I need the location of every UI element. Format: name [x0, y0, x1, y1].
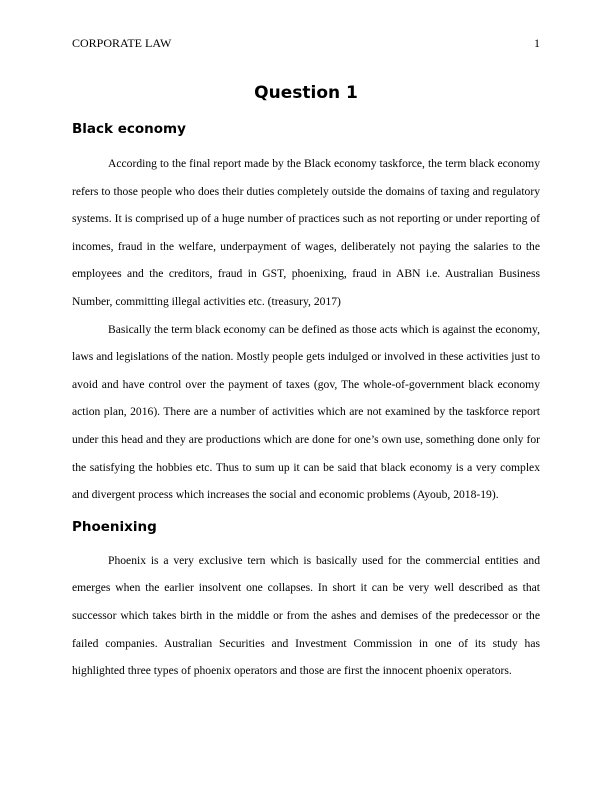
page-title: Question 1 — [254, 83, 358, 103]
paragraph-black-economy-definition: According to the final report made by the Black economy taskforce, the term black economy refers to those people who does their duties completely outside the domains of taxing and regulatory systems. It is comprised up of a huge number of practices such as not reporting or under reporting of incomes, fraud in the welfare, underpayment of wages, deliberately not paying the salaries to the employees and the creditors, fraud in GST, phoenixing, fraud in ABN i.e. Australian Business Number, committing illegal activities etc. (treasury, 2017) — [72, 157, 540, 308]
section-heading-black-economy: Black economy — [72, 121, 186, 137]
paragraph-black-economy-summary: Basically the term black economy can be defined as those acts which is against the economy, laws and legislations of the nation. Mostly people gets indulged or involved in these activities just to avoid and have control over the payment of taxes (gov, The whole-of-government black economy action plan, 2016). There are a number of activities which are not examined by the taskforce report under this head and they are productions which are done for one’s own use, something done only for the satisfying the hobbies etc. Thus to sum up it can be said that black economy is a very complex and divergent process which increases the social and economic problems (Ayoub, 2018-19). — [72, 322, 540, 502]
document-body — [72, 81, 540, 685]
page-number: 1 — [534, 36, 540, 50]
section-heading-phoenixing: Phoenixing — [72, 518, 157, 535]
paragraph-phoenixing: Phoenix is a very exclusive tern which is basically used for the commercial entities and emerges when the earlier insolvent one collapses. In short it can be very well described as that successor which takes birth in the middle or from the ashes and demises of the predecessor or the failed companies. Australian Securities and Investment Commission in one of its study has highlighted three types of phoenix operators and those are first the innocent phoenix operators. — [72, 553, 540, 678]
running-head: CORPORATE LAW — [72, 36, 172, 50]
